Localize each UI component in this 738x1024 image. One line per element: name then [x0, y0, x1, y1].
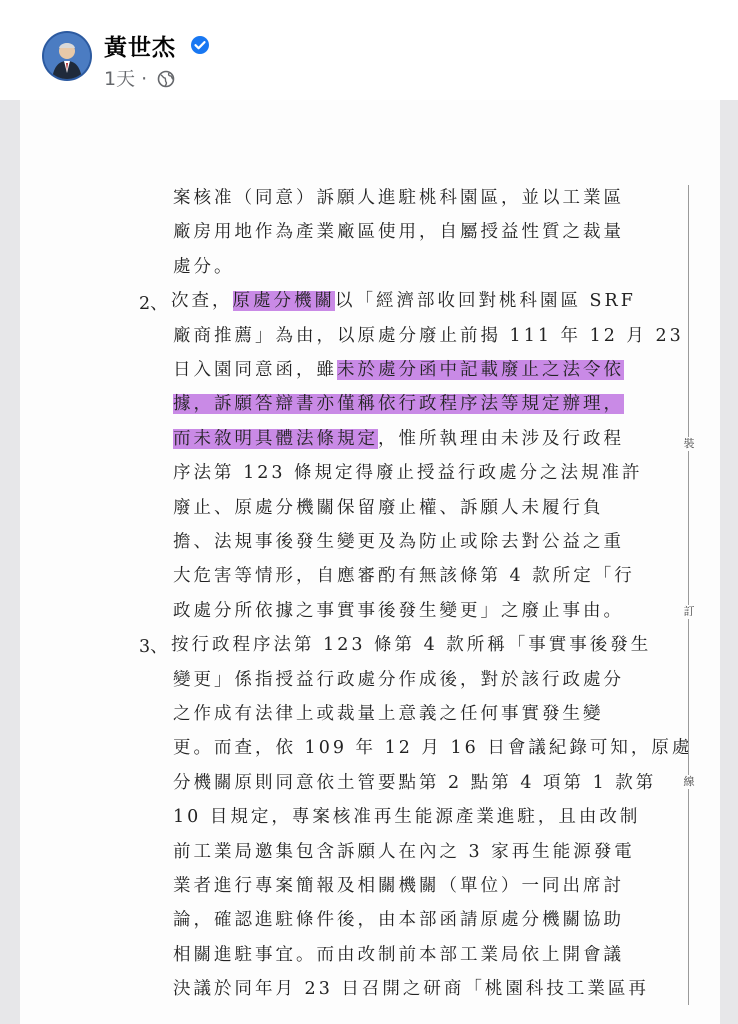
text-segment: 前工業局邀集包含訴願人在內之 3 家再生能源發電 [173, 841, 635, 862]
document-line [173, 941, 624, 966]
text-segment: 序法第 123 條規定得廢止授益行政處分之法規准許 [173, 463, 643, 484]
document-line [173, 700, 604, 725]
verified-badge-icon [190, 35, 210, 55]
document-line [173, 975, 649, 1000]
text-segment: 更。而查，依 109 年 12 月 16 日會議紀錄可知，原處 [173, 738, 693, 759]
globe-icon[interactable] [157, 70, 175, 88]
document-line [171, 287, 636, 312]
post-header [0, 0, 738, 100]
binding-margin-line [688, 185, 689, 1005]
text-segment: 業者進行專案簡報及相關機關（單位）一同出席討 [173, 876, 624, 896]
item-number-3: 3、 [139, 637, 168, 657]
document-line [173, 838, 635, 863]
binding-mark-ding: 訂 [683, 605, 695, 618]
binding-mark-zhuang: 裝 [683, 437, 695, 450]
document-line [173, 184, 624, 209]
document-line [173, 253, 235, 278]
text-segment: 案核准（同意）訴願人進駐桃科園區，並以工業區 [173, 188, 624, 208]
text-segment: 廠商推薦」為由，以原處分廢止前揭 111 年 12 月 23 [173, 325, 684, 346]
document-line [173, 425, 624, 450]
item-number-2: 2、 [139, 294, 168, 314]
document-line [173, 734, 692, 759]
text-segment: 廢止、原處分機關保留廢止權、訴願人未履行負 [173, 497, 604, 518]
text-segment: 按行政程序法第 123 條第 4 款所稱「事實事後發生 [171, 635, 652, 656]
text-segment: 大危害等情形，自應審酌有無該條第 4 款所定「行 [173, 566, 635, 587]
document-page[interactable] [20, 100, 720, 1024]
document-line [173, 769, 656, 794]
post-meta [104, 64, 175, 91]
author-avatar[interactable] [44, 33, 90, 79]
text-segment: 廠房用地作為產業廠區使用，自屬授益性質之裁量 [173, 222, 624, 243]
document-line [171, 631, 651, 656]
text-segment: 處分。 [173, 256, 235, 277]
meta-separator: · [141, 68, 148, 90]
post-time[interactable]: 1天 [104, 68, 136, 90]
text-segment: 相關進駐事宜。而由改制前本部工業局依上開會議 [173, 944, 624, 965]
highlighted-text: 據，訴願答辯書亦僅稱依行政程序法等規定辦理， [173, 394, 624, 415]
document-line [173, 494, 604, 519]
text-segment: 之作成有法律上或裁量上意義之任何事實發生變 [173, 704, 604, 724]
text-segment: 以「經濟部收回對桃科園區 SRF [335, 291, 636, 312]
text-segment: ，惟所執理由未涉及行政程 [378, 428, 624, 449]
author-name[interactable]: 黃世杰 [104, 35, 176, 61]
document-line [173, 218, 624, 243]
text-segment: 擔、法規事後發生變更及為防止或除去對公益之重 [173, 532, 624, 552]
document-line [173, 528, 624, 553]
text-segment: 分機關原則同意依土管要點第 2 點第 4 項第 1 款第 [173, 772, 657, 793]
document-line [173, 562, 635, 587]
highlighted-text: 原處分機關 [232, 291, 335, 312]
document-line [173, 906, 624, 931]
highlighted-text: 未於處分函中記載廢止之法令依 [337, 360, 624, 380]
document-line [173, 597, 624, 622]
document-line [173, 390, 624, 415]
text-segment: 政處分所依據之事實事後發生變更」之廢止事由。 [173, 600, 624, 621]
document-line [173, 666, 624, 691]
highlighted-text: 而未敘明具體法條規定 [173, 428, 378, 449]
document-line [173, 356, 624, 381]
document-line [173, 322, 684, 347]
binding-mark-xian: 線 [683, 775, 695, 788]
document-line [173, 459, 643, 484]
text-segment: 10 目規定，專案核准再生能源產業進駐，且由改制 [173, 807, 641, 828]
document-line [173, 803, 640, 828]
text-segment: 變更」係指授益行政處分作成後，對於該行政處分 [173, 669, 624, 690]
document-line [173, 872, 624, 897]
text-segment: 決議於同年月 23 日召開之研商「桃園科技工業區再 [173, 979, 649, 1000]
text-segment: 論，確認進駐條件後，由本部函請原處分機關協助 [173, 910, 624, 931]
text-segment: 日入園同意函，雖 [173, 360, 337, 380]
text-segment: 次查， [171, 291, 233, 312]
